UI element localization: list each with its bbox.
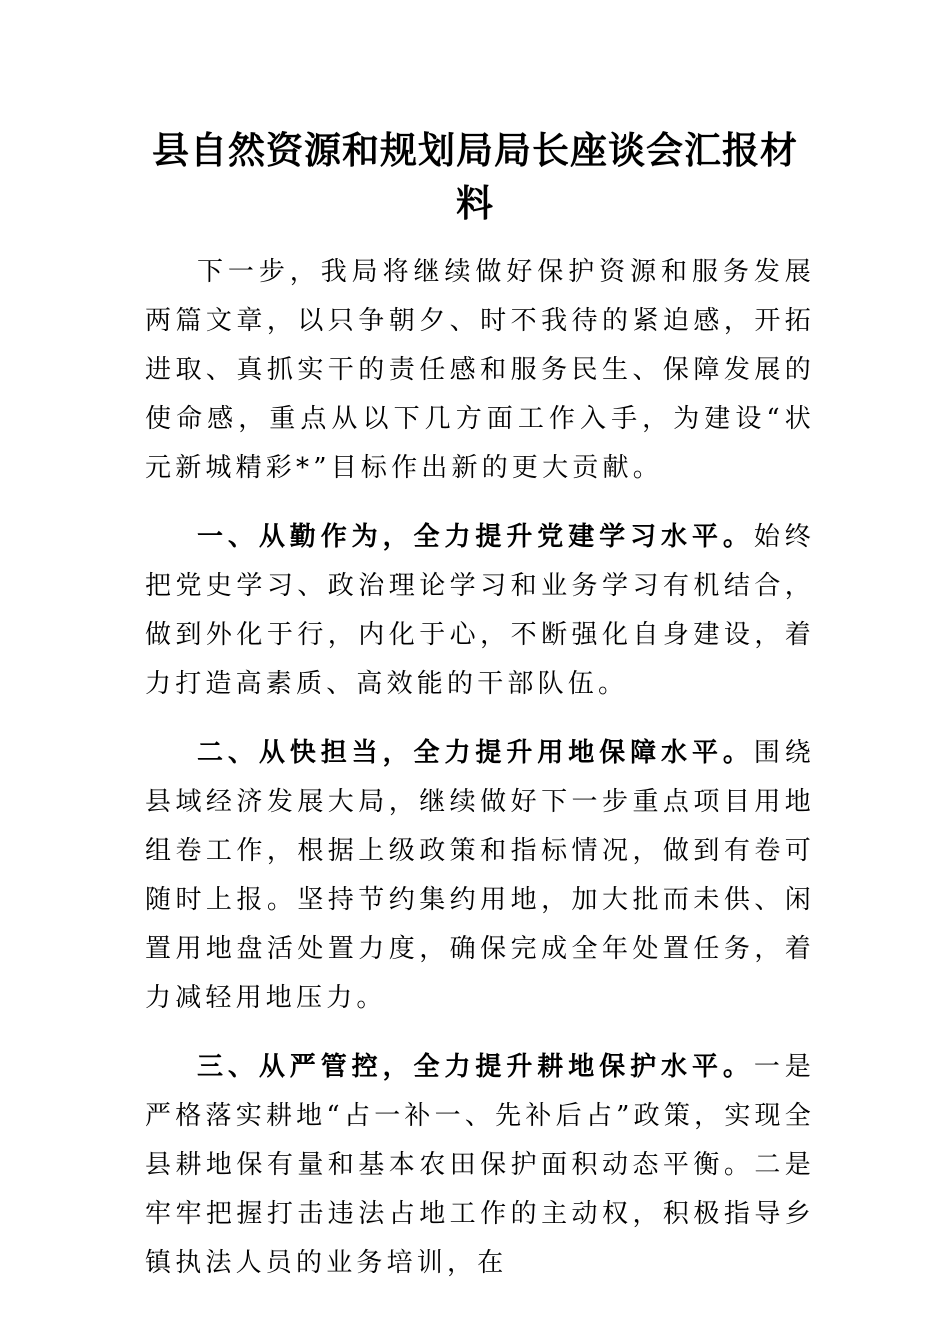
document-title <box>120 124 830 230</box>
section-3-heading: 三、从严管控，全力提升耕地保护水平。 <box>197 1052 754 1082</box>
section-1-text: 始终把党史学习、政治理论学习和业务学习有机结合，做到外化于行，内化于心，不断强化自身建设，着力打造高素质、高效能的干部队伍。 <box>145 522 815 699</box>
intro-paragraph: 下一步，我局将继续做好保护资源和服务发展两篇文章，以只争朝夕、时不我待的紧迫感，开拓进取、真抓实干的责任感和服务民生、保障发展的使命感，重点从以下几方面工作入手，为建设“状元新城精彩*”目标作出新的更大贡献。 <box>145 257 815 483</box>
section-2-paragraph <box>145 729 815 1023</box>
section-1-heading: 一、从勤作为，全力提升党建学习水平。 <box>197 522 754 552</box>
title-line-2: 料 <box>456 181 494 225</box>
section-2-text: 围绕县域经济发展大局，继续做好下一步重点项目用地组卷工作，根据上级政策和指标情况，做到有卷可随时上报。坚持节约集约用地，加大批而未供、闲置用地盘活处置力度，确保完成全年处置任务，着力减轻用地压力。 <box>145 738 815 1013</box>
section-3-paragraph <box>145 1043 815 1288</box>
section-3-text: 一是严格落实耕地“占一补一、先补后占”政策，实现全县耕地保有量和基本农田保护面积动态平衡。二是牢牢把握打击违法占地工作的主动权，积极指导乡镇执法人员的业务培训，在 <box>145 1052 815 1278</box>
document-body <box>145 248 815 1308</box>
section-2-heading: 二、从快担当，全力提升用地保障水平。 <box>197 738 754 768</box>
section-1-paragraph <box>145 513 815 709</box>
title-line-1: 县自然资源和规划局局长座谈会汇报材 <box>152 128 798 172</box>
